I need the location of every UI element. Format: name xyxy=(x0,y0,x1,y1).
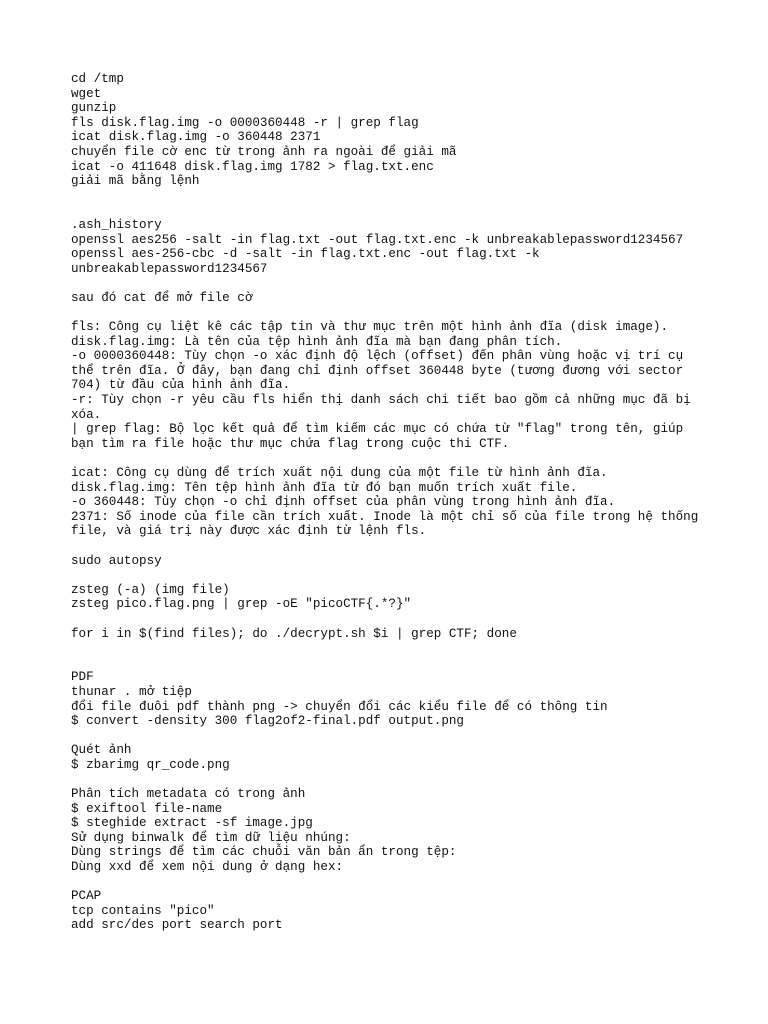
text-line: -o 360448: Tùy chọn -o chỉ định offset của phân vùng trong hình ảnh đĩa. xyxy=(71,495,616,510)
text-line: $ convert -density 300 flag2of2-final.pdf output.png xyxy=(71,714,464,729)
text-line: PDF xyxy=(71,670,94,685)
blank-line xyxy=(71,729,751,744)
text-line: -o 0000360448: Tùy chọn -o xác định độ lệch (offset) đến phân vùng hoặc vị trí cụ xyxy=(71,349,684,364)
blank-line xyxy=(71,656,751,671)
blank-line xyxy=(71,306,751,321)
text-line: chuyển file cờ enc từ trong ảnh ra ngoài để giải mã xyxy=(71,144,457,159)
text-line: Sử dụng binwalk để tìm dữ liệu nhúng: xyxy=(71,830,351,845)
text-line: sau đó cat để mở file cờ xyxy=(71,290,253,305)
text-line: $ steghide extract -sf image.jpg xyxy=(71,816,313,831)
text-line: PCAP xyxy=(71,889,102,904)
text-line: Phân tích metadata có trong ảnh xyxy=(71,787,306,802)
text-line: thể trên đĩa. Ở đây, bạn đang chỉ định offset 360448 byte (tương đương với sector xyxy=(71,363,684,378)
text-line: icat disk.flag.img -o 360448 2371 xyxy=(71,130,321,145)
text-line: sudo autopsy xyxy=(71,553,162,568)
blank-line xyxy=(71,451,751,466)
text-line: cd /tmp xyxy=(71,72,124,86)
text-line: openssl aes256 -salt -in flag.txt -out flag.txt.enc -k unbreakablepassword1234567 xyxy=(71,232,684,247)
blank-line xyxy=(71,539,751,554)
text-line: đổi file đuôi pdf thành png -> chuyển đổi các kiểu file để có thông tin xyxy=(71,699,608,714)
text-line: $ exiftool file-name xyxy=(71,801,223,816)
text-line: Quét ảnh xyxy=(71,743,132,758)
text-line: Dùng xxd để xem nội dung ở dạng hex: xyxy=(71,860,344,875)
text-line: .ash_history xyxy=(71,217,162,232)
text-line: xóa. xyxy=(71,407,102,422)
text-line: file, và giá trị này được xác định từ lệnh fls. xyxy=(71,524,427,539)
text-line: unbreakablepassword1234567 xyxy=(71,261,268,276)
text-line: zsteg pico.flag.png | grep -oE "picoCTF{.*?}" xyxy=(71,597,412,612)
text-line: giải mã bằng lệnh xyxy=(71,174,200,189)
text-line: Dùng strings để tìm các chuỗi văn bản ẩn trong tệp: xyxy=(71,845,457,860)
blank-line xyxy=(71,773,751,788)
text-line: bạn tìm ra file hoặc thư mục chứa flag trong cuộc thi CTF. xyxy=(71,436,510,451)
text-line: wget xyxy=(71,86,102,101)
text-line: add src/des port search port xyxy=(71,918,283,933)
text-line: disk.flag.img: Là tên của tệp hình ảnh đĩa mà bạn đang phân tích. xyxy=(71,334,563,349)
blank-line xyxy=(71,875,751,890)
blank-line xyxy=(71,203,751,218)
text-line: 2371: Số inode của file cần trích xuất. Inode là một chỉ số của file trong hệ thống xyxy=(71,509,699,524)
blank-line xyxy=(71,612,751,627)
text-line: $ zbarimg qr_code.png xyxy=(71,757,230,772)
text-line: zsteg (-a) (img file) xyxy=(71,582,230,597)
text-line: 704) từ đầu của hình ảnh đĩa. xyxy=(71,378,291,393)
text-line: thunar . mở tiệp xyxy=(71,684,192,699)
text-line: tcp contains "pico" xyxy=(71,903,215,918)
text-line: icat -o 411648 disk.flag.img 1782 > flag.txt.enc xyxy=(71,159,434,174)
document-text xyxy=(71,72,751,933)
text-line: gunzip xyxy=(71,101,117,116)
text-line: fls: Công cụ liệt kê các tập tin và thư mục trên một hình ảnh đĩa (disk image). xyxy=(71,320,669,335)
blank-line xyxy=(71,641,751,656)
text-line: disk.flag.img: Tên tệp hình ảnh đĩa từ đó bạn muốn trích xuất file. xyxy=(71,480,578,495)
text-line: fls disk.flag.img -o 0000360448 -r | grep flag xyxy=(71,115,419,130)
blank-line xyxy=(71,568,751,583)
text-line: for i in $(find files); do ./decrypt.sh $i | grep CTF; done xyxy=(71,626,517,641)
blank-line xyxy=(71,276,751,291)
text-line: -r: Tùy chọn -r yêu cầu fls hiển thị danh sách chi tiết bao gồm cả những mục đã bị xyxy=(71,393,691,408)
blank-line xyxy=(71,189,751,204)
text-line: openssl aes-256-cbc -d -salt -in flag.txt.enc -out flag.txt -k xyxy=(71,247,540,262)
text-line: | grep flag: Bộ lọc kết quả để tìm kiếm các mục có chứa từ "flag" trong tên, giúp xyxy=(71,422,684,437)
text-line: icat: Công cụ dùng để trích xuất nội dung của một file từ hình ảnh đĩa. xyxy=(71,466,608,481)
